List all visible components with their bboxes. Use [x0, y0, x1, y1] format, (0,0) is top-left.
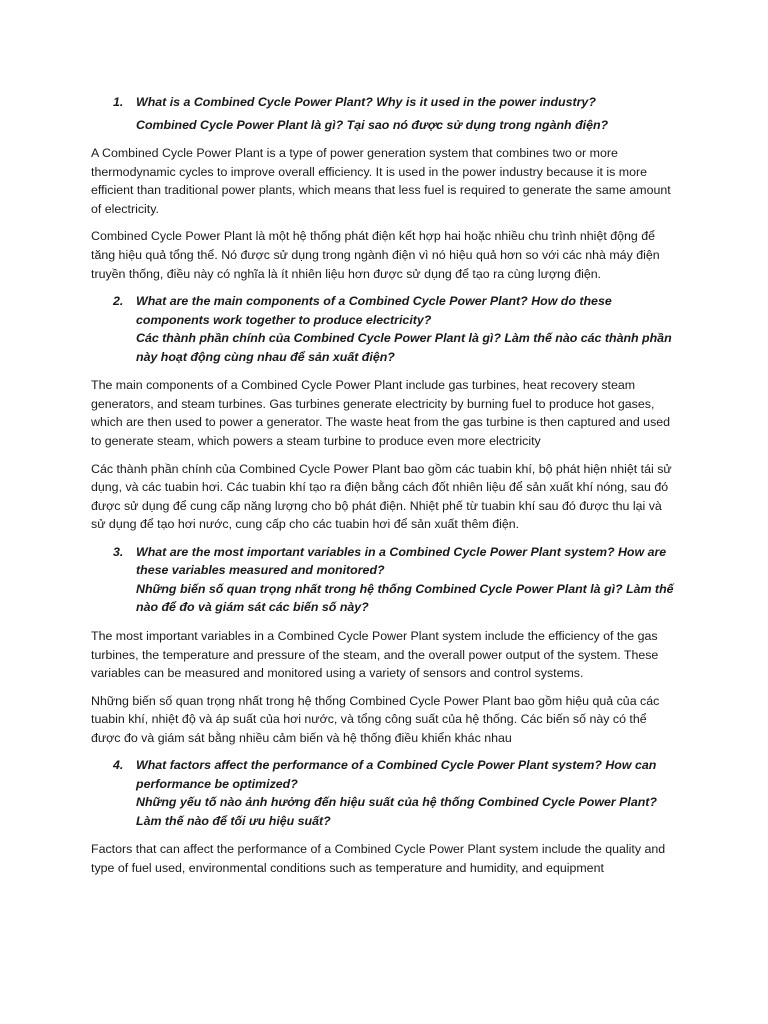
- question-text: [136, 292, 676, 366]
- question-text-vi: Những yếu tố nào ảnh hưởng đến hiệu suất của hệ thống Combined Cycle Power Plant? Làm thế nào để tối ưu hiệu suất?: [136, 795, 657, 828]
- answer-paragraph-vi: Những biến số quan trọng nhất trong hệ thống Combined Cycle Power Plant bao gồm hiệu quả của các tuabin khí, nhiệt độ và áp suất của hơi nước, và tổng công suất của hệ thống. Các biến số này có thể được đo và giám sát bằng nhiều cảm biến và hệ thống điều khiển khác nhau: [91, 693, 660, 745]
- answer-paragraph-vi: Combined Cycle Power Plant là một hệ thống phát điện kết hợp hai hoặc nhiều chu trình nhiệt động để tăng hiệu quả tổng thể. Nó được sử dụng trong ngành điện vì nó hiệu quả hơn so với các nhà máy điện truyền thống, điều này có nghĩa là ít nhiên liệu hơn được sử dụng để tạo ra cùng lượng điện.: [91, 229, 660, 281]
- answer-paragraph-en: A Combined Cycle Power Plant is a type of power generation system that combines two or more thermodynamic cycles to improve overall efficiency. It is used in the power industry because it is more efficient than traditional power plants, which means that less fuel is required to generate the same amount of electricity.: [91, 146, 671, 216]
- question-text-vi: Các thành phần chính của Combined Cycle Power Plant là gì? Làm thế nào các thành phần này hoạt động cùng nhau để sản xuất điện?: [136, 331, 672, 364]
- question-text: [136, 543, 676, 617]
- answer-paragraph-en: The most important variables in a Combined Cycle Power Plant system include the efficiency of the gas turbines, the temperature and pressure of the steam, and the overall power output of the system. These variables can be measured and monitored using a variety of sensors and control systems.: [91, 628, 659, 681]
- question-4: [91, 756, 676, 830]
- answer-paragraph-en: Factors that can affect the performance of a Combined Cycle Power Plant system include the quality and type of fuel used, environmental conditions such as temperature and humidity, and equipment: [91, 842, 666, 876]
- question-number: 2.: [113, 294, 124, 309]
- question-text: [136, 756, 676, 830]
- question-2: [91, 292, 676, 366]
- question-text-en: What is a Combined Cycle Power Plant? Why is it used in the power industry?: [136, 95, 596, 109]
- question-3: [91, 543, 676, 617]
- question-text-en: What are the most important variables in a Combined Cycle Power Plant system? How are these variables measured and monitored?: [136, 544, 667, 578]
- answer-paragraph-vi: Các thành phần chính của Combined Cycle Power Plant bao gồm các tuabin khí, bộ phát hiện nhiệt tái sử dụng, và các tuabin hơi. Các tuabin khí tạo ra điện bằng cách đốt nhiên liệu để sản xuất khí nóng, sau đó được sử dụng để cung cấp năng lượng cho bộ phát điện. Nhiệt phế từ tuabin khí sau đó được thu lại và sử dụng để tạo hơi nước, cung cấp cho các tuabin hơi để sản xuất thêm điện.: [91, 461, 672, 532]
- question-1: [91, 93, 676, 112]
- answer-paragraph-en: The main components of a Combined Cycle Power Plant include gas turbines, heat recovery steam generators, and steam turbines. Gas turbines generate electricity by burning fuel to produce hot gases, which are then used to power a generator. The waste heat from the gas turbine is then captured and used to generate steam, which powers a steam turbine to produce even more electricity: [91, 378, 671, 448]
- question-text-en: What are the main components of a Combined Cycle Power Plant? How do these components work together to produce electricity?: [136, 294, 612, 327]
- question-text-en: What factors affect the performance of a Combined Cycle Power Plant system? How can performance be optimized?: [136, 758, 657, 791]
- question-text-vi: Những biến số quan trọng nhất trong hệ thống Combined Cycle Power Plant là gì? Làm thế nào để đo và giám sát các biến số này?: [136, 581, 674, 615]
- question-text-vi: Combined Cycle Power Plant là gì? Tại sao nó được sử dụng trong ngành điện?: [136, 117, 609, 132]
- question-number: 1.: [113, 95, 124, 109]
- question-number: 3.: [113, 544, 124, 559]
- question-number: 4.: [113, 758, 124, 773]
